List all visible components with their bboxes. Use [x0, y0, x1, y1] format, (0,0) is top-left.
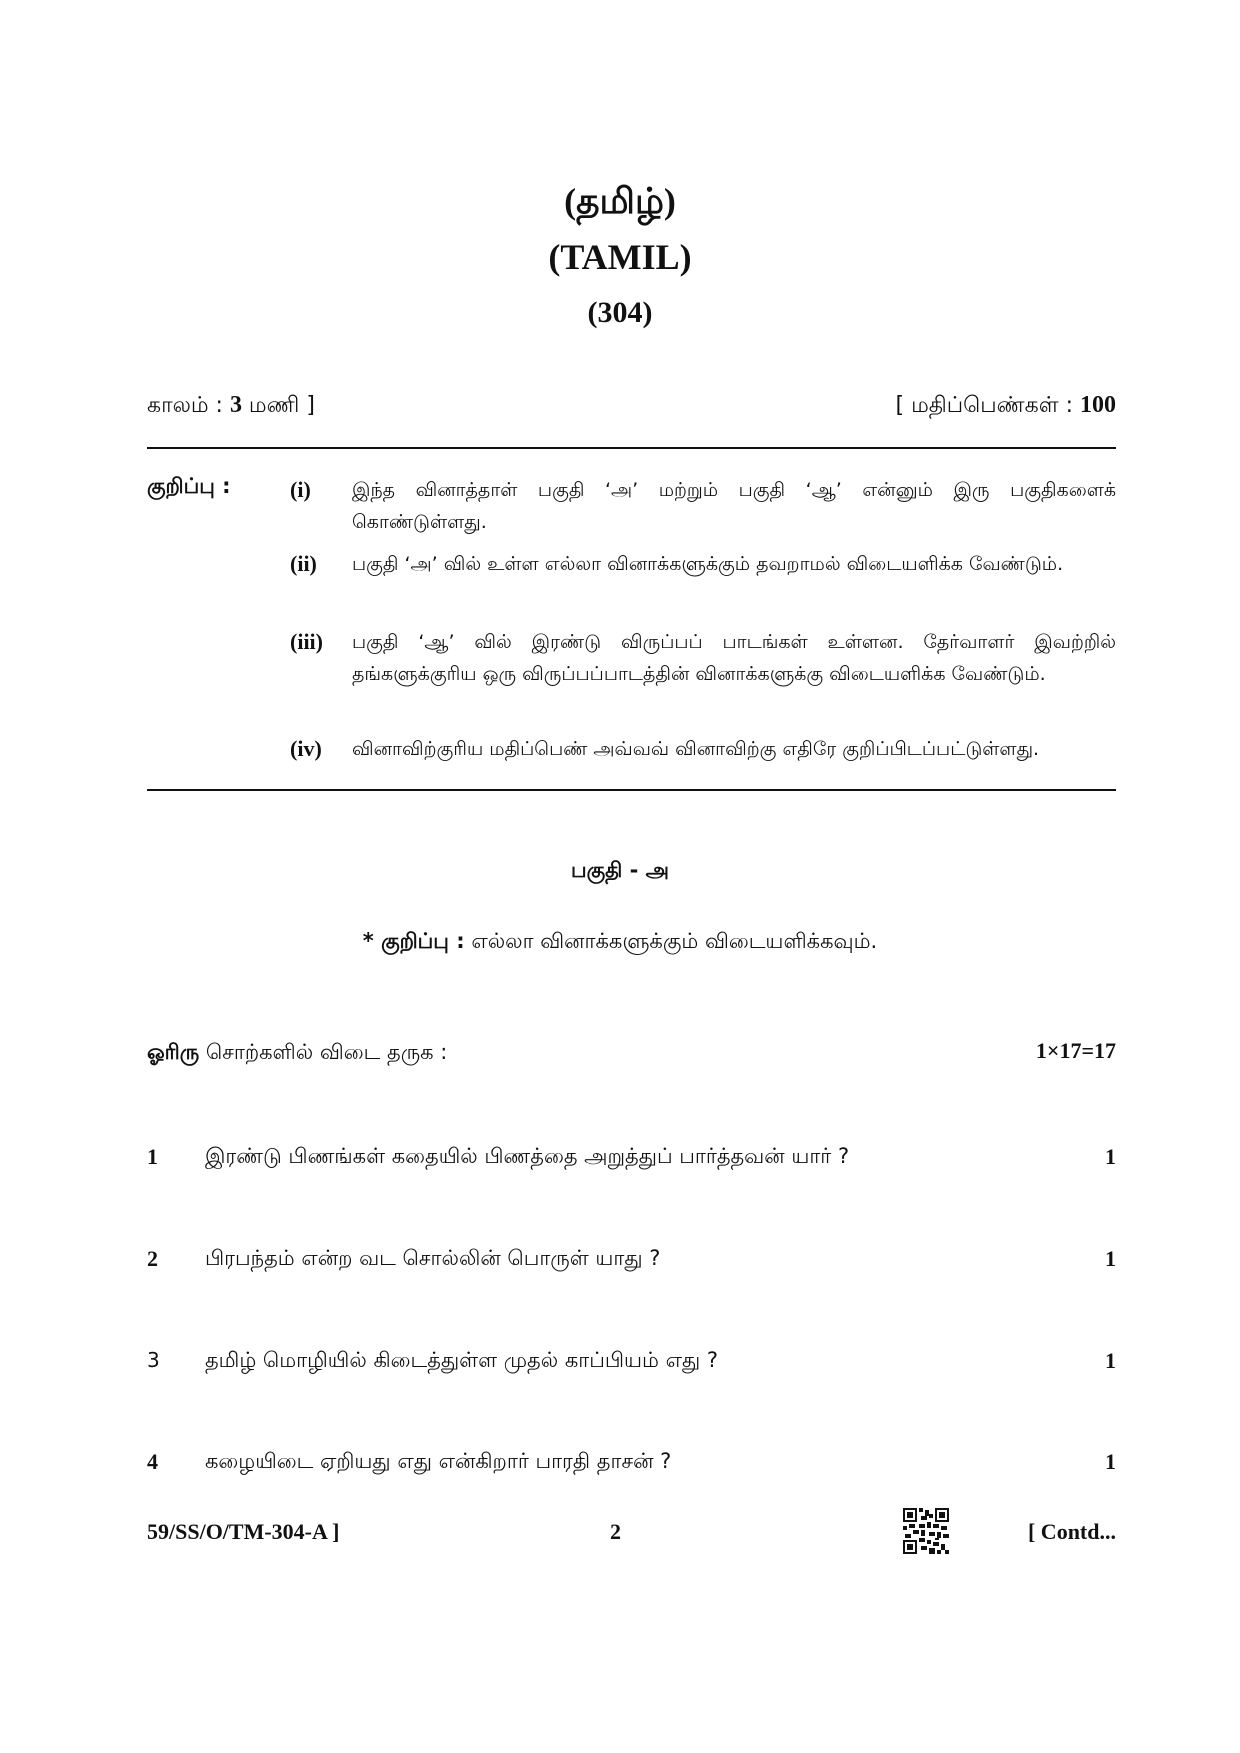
note-item [290, 474, 1116, 538]
note-text: பகுதி ‘ஆ’ வில் இரண்டு விருப்பப் பாடங்கள் உள்ளன. தேர்வாளர் இவற்றில் தங்களுக்குரிய ஒரு விருப்பப்பாடத்தின் வினாக்களுக்கு விடையளிக்க வேண்டும். [352, 631, 1116, 685]
note-item [290, 626, 1116, 690]
instruction-text: சொற்களில் விடை தருக : [199, 1040, 448, 1064]
question-text: கழையிடை ஏறியது எது என்கிறார் பாரதி தாசன் ? [205, 1449, 672, 1473]
note-number: (iv) [290, 736, 322, 761]
time-info [147, 392, 315, 421]
note-number: (iii) [290, 629, 323, 654]
question-row [147, 1449, 1116, 1485]
question-marks: 1 [1105, 1144, 1116, 1169]
time-unit: மணி ] [241, 393, 315, 418]
marks-label: [ மதிப்பெண்கள் : [895, 393, 1080, 418]
question-text: இரண்டு பிணங்கள் கதையில் பிணத்தை அறுத்துப் பார்த்தவன் யார் ? [205, 1144, 850, 1168]
section-note-prefix: * குறிப்பு : [362, 929, 465, 953]
question-row [147, 1144, 1116, 1180]
subject-code: (304) [587, 296, 653, 329]
instruction-bold: ஓரிரு [147, 1040, 200, 1064]
note-text: வினாவிற்குரிய மதிப்பெண் அவ்வவ் வினாவிற்கு எதிரே குறிப்பிடப்பட்டுள்ளது. [352, 738, 1040, 760]
instruction [147, 1040, 447, 1067]
notes-heading: குறிப்பு : [147, 474, 231, 498]
max-marks-info [896, 392, 1117, 421]
question-text: தமிழ் மொழியில் கிடைத்துள்ள முதல் காப்பியம் எது ? [205, 1348, 719, 1372]
paper-code: 59/SS/O/TM-304-A ] [147, 1519, 340, 1544]
question-marks: 1 [1105, 1449, 1116, 1474]
note-text: பகுதி ‘அ’ வில் உள்ள எல்லா வினாக்களுக்கும் தவறாமல் விடையளிக்க வேண்டும். [352, 553, 1064, 575]
question-marks: 1 [1105, 1246, 1116, 1271]
question-marks: 1 [1105, 1348, 1116, 1373]
time-value: 3 [229, 392, 242, 418]
marks-value: 100 [1080, 392, 1116, 418]
question-number: 4 [147, 1449, 158, 1474]
question-row [147, 1246, 1116, 1282]
divider-bottom [147, 789, 1116, 791]
page-number: 2 [610, 1519, 621, 1544]
section-note [0, 929, 1240, 956]
note-item [290, 733, 1116, 765]
continued-marker: [ Contd... [1027, 1519, 1116, 1544]
section-note-text: எல்லா வினாக்களுக்கும் விடையளிக்கவும். [464, 929, 878, 953]
question-row [147, 1348, 1116, 1384]
time-label: காலம் : [147, 393, 230, 418]
section-heading: பகுதி - அ [570, 858, 670, 882]
title-tamil: (தமிழ்) [564, 181, 676, 221]
question-number: 1 [147, 1144, 158, 1169]
title-english: (TAMIL) [548, 237, 692, 277]
question-number: 2 [147, 1246, 158, 1271]
question-text: பிரபந்தம் என்ற வட சொல்லின் பொருள் யாது ? [205, 1246, 661, 1270]
note-number: (i) [290, 477, 311, 502]
divider-top [147, 447, 1116, 449]
instruction-marks: 1×17=17 [1035, 1038, 1116, 1063]
note-item [290, 548, 1116, 580]
qr-code-icon [903, 1508, 949, 1554]
question-number: 3 [147, 1348, 160, 1372]
note-text: இந்த வினாத்தாள் பகுதி ‘அ’ மற்றும் பகுதி ‘ஆ’ என்னும் இரு பகுதிகளைக் கொண்டுள்ளது. [352, 479, 1116, 533]
note-number: (ii) [290, 551, 317, 576]
